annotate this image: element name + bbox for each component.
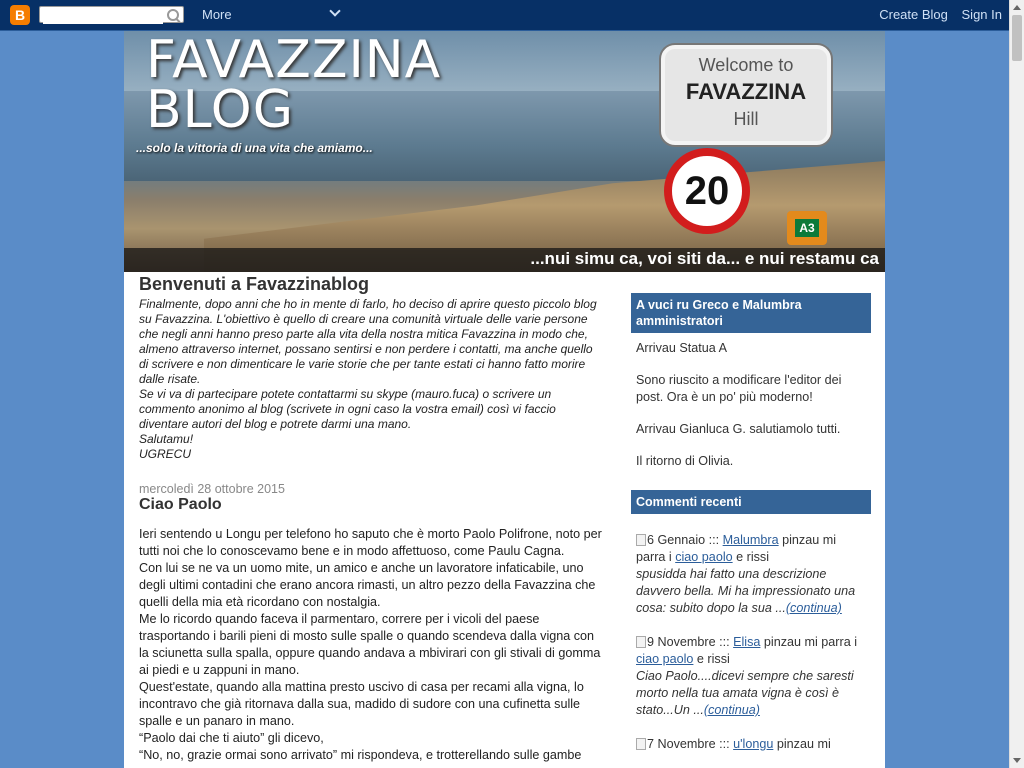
post-paragraph: “Paolo dai che ti aiuto” gli dicevo, <box>139 731 324 745</box>
comment-author-link[interactable]: Elisa <box>733 635 761 649</box>
main-column <box>139 272 604 764</box>
comment-text: pinzau mi parra i <box>636 533 837 564</box>
comment-separator: ::: <box>715 635 734 649</box>
post-paragraph: Con lui se ne va un uomo mite, un amico e anche un lavoratore infaticabile, uno degli ultimi contadini che erano ancora rimasti, un altro pezzo della Favazzina che quelli della mia età ricordano con nostalgia. <box>139 561 596 609</box>
header-subtitle: ...solo la vittoria di una vita che amiamo... <box>136 141 373 155</box>
welcome-paragraph: Salutamu! <box>139 432 194 446</box>
comment-text: e rissi <box>732 550 770 564</box>
header-title-line2: BLOG <box>146 80 295 140</box>
header-title-line1: FAVAZZINA <box>146 31 442 90</box>
admin-widget-title: A vuci ru Greco e Malumbra amministratori <box>631 293 871 333</box>
nav-links <box>869 7 1002 22</box>
welcome-paragraph: Se vi va di partecipare potete contattarmi su skype (mauro.fuca) o scrivere un commento anonimo al blog (scrivete in ogni caso la vostra email) così vi faccio diventare autori del blog e potrete darmi una mano. <box>139 387 556 431</box>
comment-date: 7 Novembre <box>647 737 716 751</box>
welcome-title: Benvenuti a Favazzinablog <box>139 274 370 294</box>
chevron-down-icon[interactable] <box>329 5 340 16</box>
broken-image-icon <box>636 738 646 750</box>
search-input[interactable] <box>43 11 163 24</box>
post-paragraph: Me lo ricordo quando faceva il parmentaro, correre per i vicoli del paese trasportando i barili pieni di mosto sulle spalle o quando scendeva dalla vigna con la sciunetta sulla spalla, oppure quando andava a mbivirari con gli stivali di gomma ai piedi e u zappuni in mano. <box>139 612 601 677</box>
search-box <box>39 6 184 23</box>
admin-widget-body <box>631 340 871 470</box>
broken-image-icon <box>636 636 646 648</box>
comment-text: e rissi <box>693 652 730 666</box>
comment-excerpt: spusidda hai fatto una descrizione davvero bella. Mi ha impressionato una cosa: subito dopo la sua ... <box>636 567 856 615</box>
comment-author-link[interactable]: Malumbra <box>722 533 779 547</box>
post-title[interactable]: Ciao Paolo <box>139 496 222 513</box>
comment-separator: ::: <box>715 737 734 751</box>
header-title <box>146 31 442 140</box>
create-blog-link[interactable]: Create Blog <box>879 7 948 22</box>
welcome-paragraph: Finalmente, dopo anni che ho in mente di farlo, ho deciso di aprire questo piccolo blog su Favazzina. L'obiettivo è quello di creare una comunità virtuale delle varie persone che negli anni hanno preso parte alla vita della nostra mitica Favazzina in modo che, almeno attraverso internet, possano sentirsi e non perdere i contatti, ma anche quello di scrivere e non dimenticare le varie storie che per tante estati ci hanno fatto morire dalle risate. <box>139 297 597 386</box>
comment-item <box>636 532 866 617</box>
scroll-up-icon[interactable] <box>1013 5 1021 10</box>
sign-bottom-text: Hill <box>733 109 759 129</box>
comment-author-link[interactable]: u'longu <box>733 737 774 751</box>
post-paragraph: Quest'estate, quando alla mattina presto uscivo di casa per recami alla vigna, lo incontravo che già ritornava dalla sua, madido di sudore con una cufinetta sulle spalle e un panaro in mano. <box>139 680 584 728</box>
comment-separator: ::: <box>705 533 723 547</box>
recent-comments-body <box>631 532 871 753</box>
speed-limit-sign: 20 <box>664 148 750 234</box>
road-sign <box>787 211 827 245</box>
post-paragraph: Ieri sentendo u Longu per telefono ho saputo che è morto Paolo Polifrone, noto per tutti noi che lo conoscevamo bene e in modo affettuoso, come Paulu Cagna. <box>139 527 602 558</box>
comment-post-link[interactable]: ciao paolo <box>636 652 694 666</box>
welcome-text <box>139 297 604 462</box>
sign-top-text: Welcome to <box>698 55 794 75</box>
road-sign-label: A3 <box>795 219 818 237</box>
continue-link[interactable]: (continua) <box>703 703 760 717</box>
page-scrollbar[interactable] <box>1009 0 1024 768</box>
recent-comments-title: Commenti recenti <box>631 490 871 514</box>
search-icon[interactable] <box>167 9 179 21</box>
comment-post-link[interactable]: ciao paolo <box>675 550 733 564</box>
admin-item: Sono riuscito a modificare l'editor dei post. Ora è un po' più moderno! <box>636 373 842 404</box>
comment-item <box>636 634 866 719</box>
admin-item: Arrivau Statua A <box>636 341 728 355</box>
continue-link[interactable]: (continua) <box>785 601 842 615</box>
blog-header[interactable] <box>124 31 885 272</box>
admin-item: Il ritorno di Olivia. <box>636 454 734 468</box>
post-body <box>139 526 604 764</box>
comment-text: pinzau mi parra i <box>760 635 857 649</box>
blogger-navbar <box>0 0 1009 31</box>
more-menu[interactable]: More <box>202 7 232 22</box>
welcome-sign <box>661 45 831 145</box>
sign-main-text: FAVAZZINA <box>685 79 807 104</box>
sign-in-link[interactable]: Sign In <box>961 7 1002 22</box>
post-date: mercoledì 28 ottobre 2015 <box>139 482 285 496</box>
post-paragraph: “No, no, grazie ormai sono arrivato” mi rispondeva, e trotterellando sulle gambe <box>139 748 582 762</box>
recent-comments-widget <box>631 490 871 753</box>
scroll-thumb[interactable] <box>1012 15 1022 61</box>
blogger-logo-icon[interactable]: B <box>10 5 30 25</box>
admin-widget <box>631 293 871 470</box>
welcome-paragraph: UGRECU <box>139 447 192 461</box>
comment-date: 9 Novembre <box>647 635 716 649</box>
broken-image-icon <box>636 534 646 546</box>
comment-excerpt: Ciao Paolo....dicevi sempre che saresti morto nella tua amata vigna è così è stato...Un ... <box>636 669 854 717</box>
comment-text: pinzau mi <box>773 737 831 751</box>
comment-date: 6 Gennaio <box>647 533 706 547</box>
comment-item <box>636 736 866 753</box>
admin-item: Arrivau Gianluca G. salutiamolo tutti. <box>636 422 841 436</box>
scroll-down-icon[interactable] <box>1013 758 1021 763</box>
header-tagline: ...nui simu ca, voi siti da... e nui restamu ca <box>530 249 879 268</box>
blog-page <box>124 31 885 768</box>
sidebar <box>631 293 871 753</box>
